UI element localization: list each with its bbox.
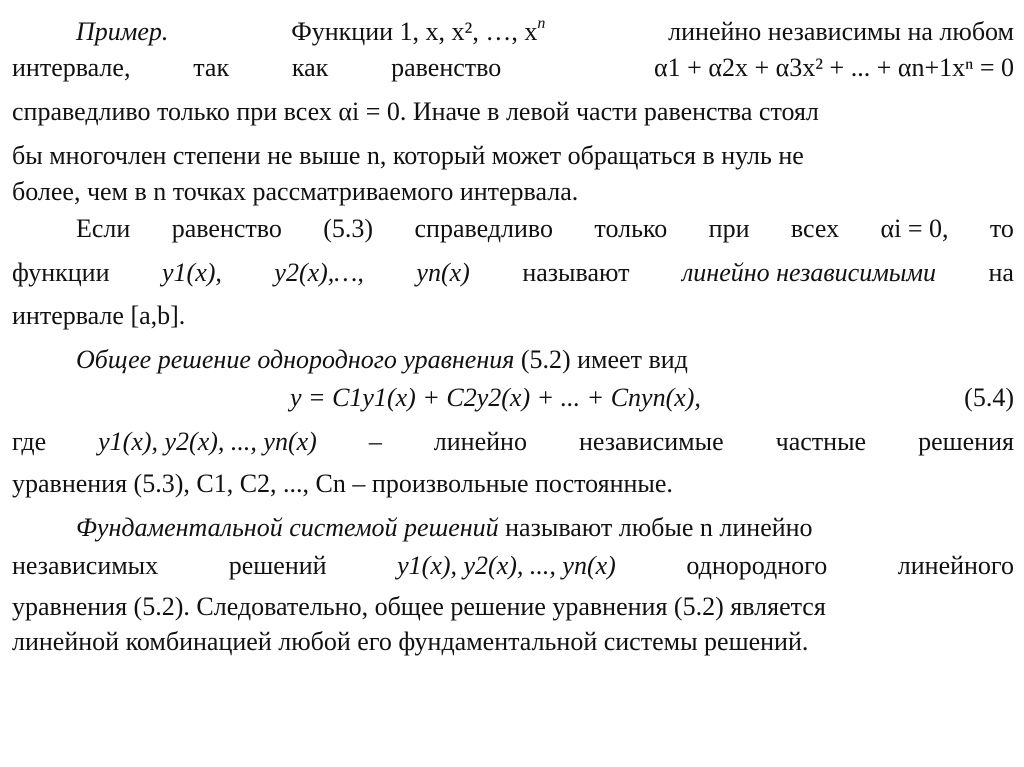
example-label: Пример. xyxy=(76,17,169,46)
equation-number: (5.4) xyxy=(964,383,1014,412)
general-solution-term: Общее решение однородного уравнения xyxy=(76,345,515,374)
p3-formula-line xyxy=(12,376,1014,420)
polynomial-equation: α1 + α2x + α3x² + ... + αn+1xⁿ = 0 xyxy=(654,53,1014,82)
p2-line-2: функции y1(x), y2(x),…, yn(x) называют линейно независимыми на xyxy=(12,251,1014,295)
p4-line-3: уравнения (5.2). Следовательно, общее решение уравнения (5.2) является xyxy=(12,592,826,621)
general-solution-formula: y = C1y1(x) + C2y2(x) + ... + Cnyn(x), xyxy=(290,383,701,412)
p2-line-3: интервале [a,b]. xyxy=(12,301,186,330)
functions-list: Функции 1, x, x², …, $x^n$ xyxy=(291,15,546,46)
p4-line-1: Фундаментальной системой решений называют любые n линейно xyxy=(76,513,813,542)
fundamental-system-term: Фундаментальной системой решений xyxy=(76,513,499,542)
p4-line-4: линейной комбинацией любой его фундаментальной системы решений. xyxy=(12,627,809,656)
p3-line-4: уравнения (5.3), C1, C2, ..., Cn – произвольные постоянные. xyxy=(12,469,673,498)
p1-line-3: справедливо только при всех αi = 0. Иначе в левой части равенства стоял xyxy=(12,97,819,126)
p1-l1-rest: линейно независимы на любом xyxy=(668,17,1014,46)
p1-line-2: интервале, так как равенство α1 + α2x + α3x² + ... + αn+1xⁿ = 0 xyxy=(12,46,1014,90)
p1-line-1 xyxy=(76,2,1014,46)
p4-line-2: независимых решений y1(x), y2(x), ..., yn(x) однородного линейного xyxy=(12,551,1014,580)
linearly-independent-term: линейно независимыми xyxy=(681,258,936,287)
p1-line-5: более, чем в n точках рассматриваемого интервала. xyxy=(12,177,579,206)
p3-line-3: где y1(x), y2(x), ..., yn(x) – линейно независимые частные решения xyxy=(12,427,1014,456)
p3-line-1: Общее решение однородного уравнения (5.2) имеет вид xyxy=(76,345,688,374)
p1-line-4: бы многочлен степени не выше n, который может обращаться в нуль не xyxy=(12,141,804,170)
p2-line-1: Если равенство (5.3) справедливо только при всех αi = 0, то xyxy=(76,214,1014,243)
